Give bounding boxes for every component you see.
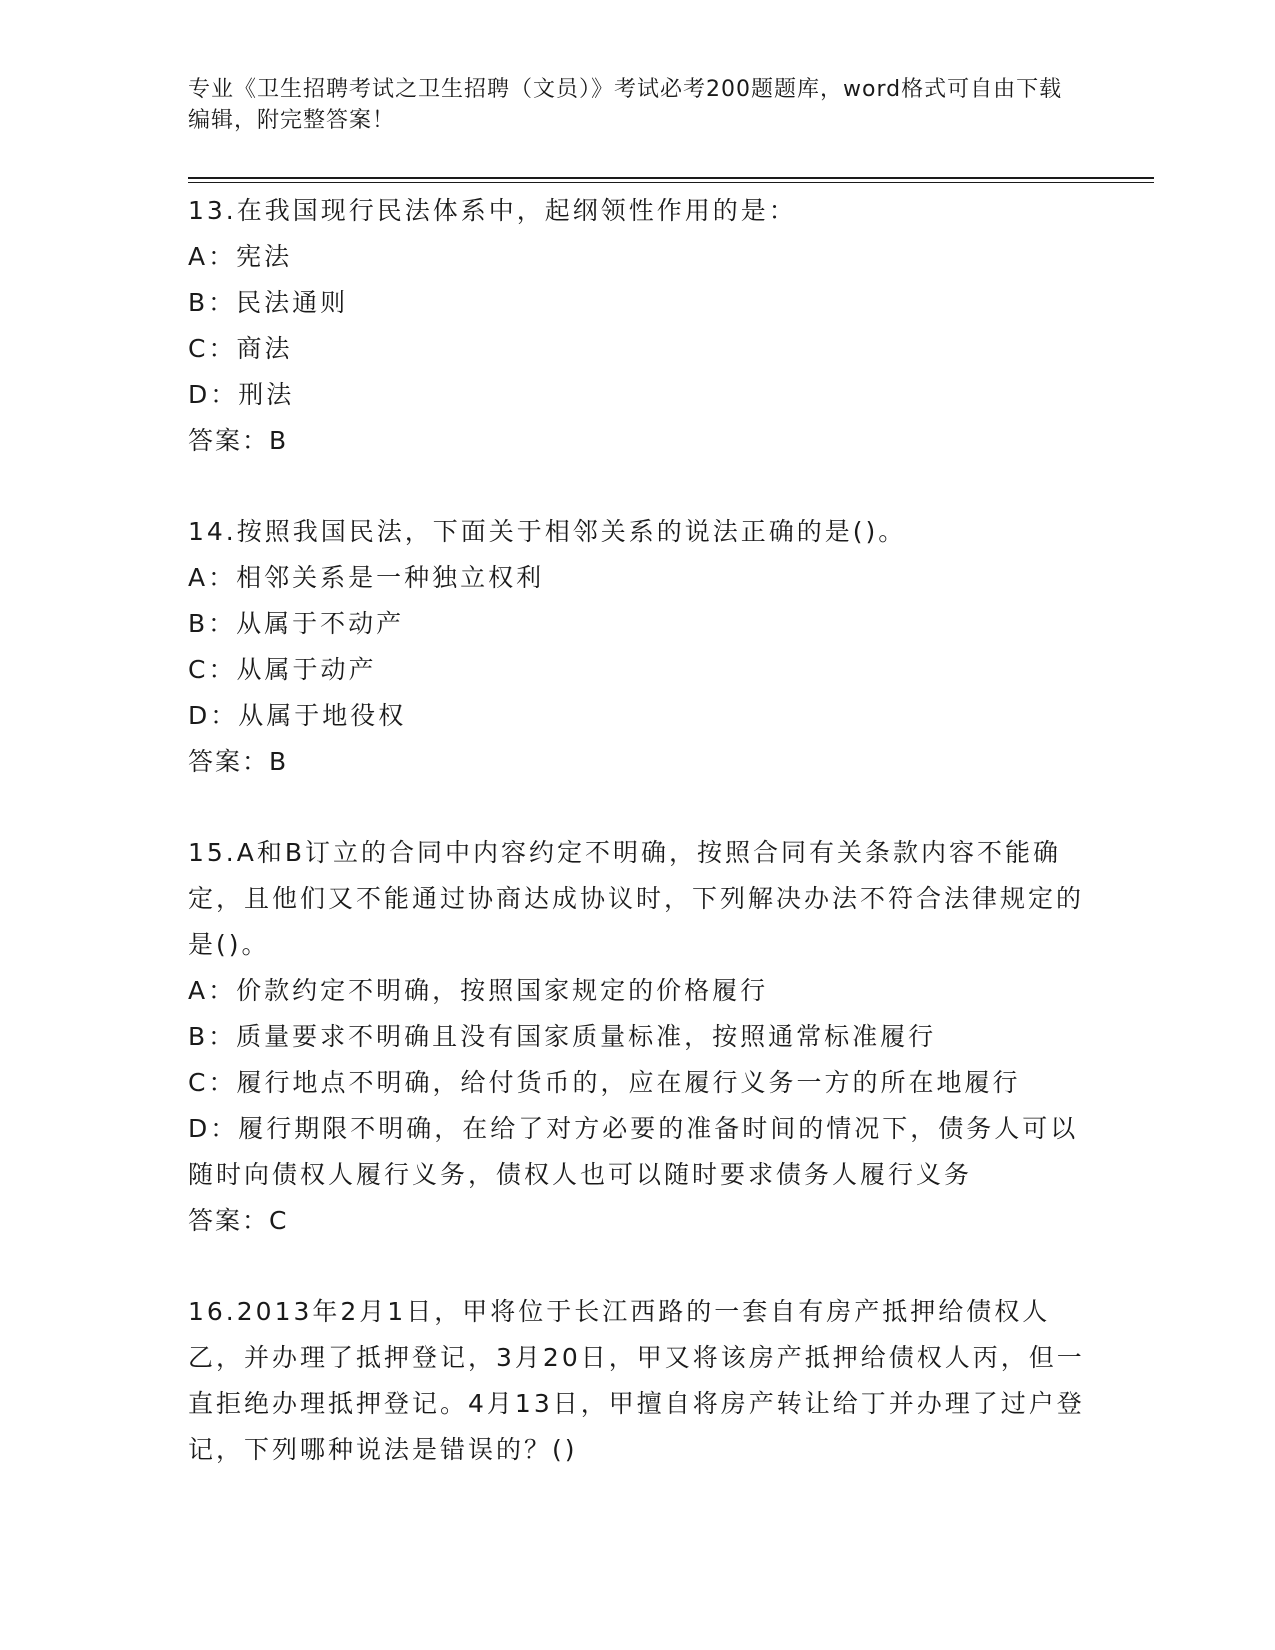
question-stem: 15.A和B订立的合同中内容约定不明确，按照合同有关条款内容不能确定，且他们又不能通过协商达成协议时，下列解决办法不符合法律规定的是()。 — [188, 838, 1085, 959]
question-13 — [188, 188, 1088, 464]
answer-line: 答案：B — [188, 426, 289, 455]
question-16 — [188, 1289, 1088, 1473]
question-15 — [188, 830, 1088, 1244]
answer-line: 答案：B — [188, 747, 289, 776]
question-14 — [188, 509, 1088, 785]
question-list — [188, 188, 1088, 1518]
header-divider-thin — [188, 182, 1154, 183]
option-b: B：从属于不动产 — [188, 609, 405, 638]
option-c: C：从属于动产 — [188, 655, 377, 684]
option-a: A：价款约定不明确，按照国家规定的价格履行 — [188, 976, 769, 1005]
answer-line: 答案：C — [188, 1206, 289, 1235]
option-c: C：履行地点不明确，给付货币的，应在履行义务一方的所在地履行 — [188, 1068, 1021, 1097]
option-b: B：质量要求不明确且没有国家质量标准，按照通常标准履行 — [188, 1022, 937, 1051]
option-d: D：履行期限不明确，在给了对方必要的准备时间的情况下，债务人可以随时向债权人履行义务，债权人也可以随时要求债务人履行义务 — [188, 1114, 1079, 1189]
option-d: D：从属于地役权 — [188, 701, 407, 730]
question-stem: 13.在我国现行民法体系中，起纲领性作用的是： — [188, 196, 797, 225]
header-divider-thick — [188, 177, 1154, 179]
question-stem: 14.按照我国民法，下面关于相邻关系的说法正确的是()。 — [188, 517, 907, 546]
option-a: A：宪法 — [188, 242, 293, 271]
question-stem: 16.2013年2月1日，甲将位于长江西路的一套自有房产抵押给债权人乙，并办理了抵押登记，3月20日，甲又将该房产抵押给债权人丙，但一直拒绝办理抵押登记。4月13日，甲擅自将房产转让给丁并办理了过户登记，下列哪种说法是错误的？() — [188, 1297, 1085, 1464]
option-d: D：刑法 — [188, 380, 295, 409]
option-c: C：商法 — [188, 334, 293, 363]
option-a: A：相邻关系是一种独立权利 — [188, 563, 545, 592]
document-header: 专业《卫生招聘考试之卫生招聘（文员）》考试必考200题题库，word格式可自由下载编辑，附完整答案！ — [188, 77, 1063, 133]
option-b: B：民法通则 — [188, 288, 349, 317]
